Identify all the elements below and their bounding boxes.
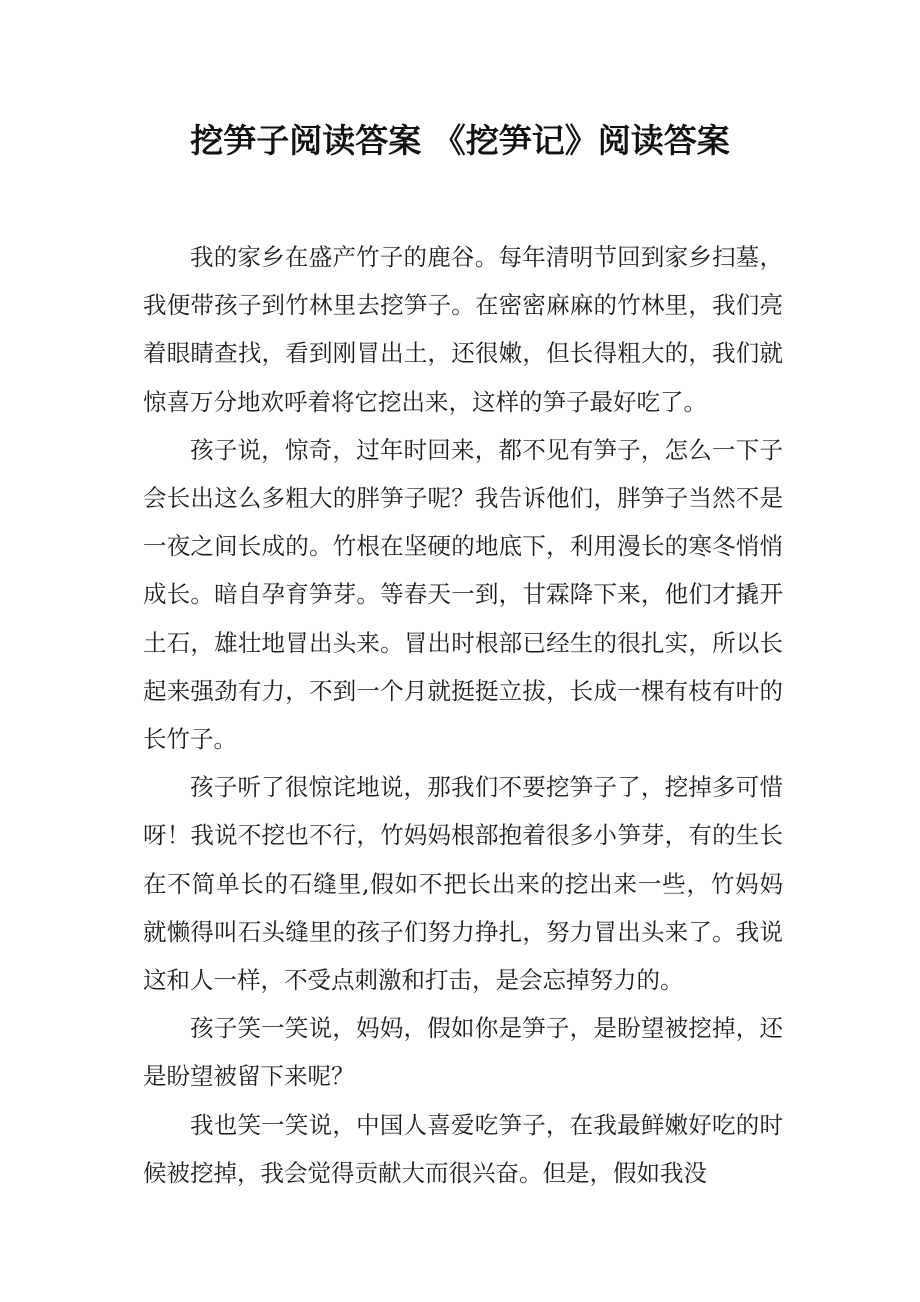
document-title: 挖笋子阅读答案 《挖笋记》阅读答案	[190, 121, 730, 160]
paragraph: 我的家乡在盛产竹子的鹿谷。每年清明节回到家乡扫墓，我便带孩子到竹林里去挖笋子。在密密麻麻的竹林里，我们亮着眼睛查找，看到刚冒出土，还很嫩，但长得粗大的，我们就惊喜万分地欢呼着将它挖出来，这样的笋子最好吃了。	[143, 243, 783, 416]
paragraph: 孩子听了很惊诧地说，那我们不要挖笋子了，挖掉多可惜呀！我说不挖也不行，竹妈妈根部抱着很多小笋芽，有的生长在不简单长的石缝里,假如不把长出来的挖出来一些，竹妈妈就懒得叫石头缝里的孩子们努力挣扎，努力冒出头来了。我说这和人一样，不受点刺激和打击，是会忘掉努力的。	[143, 773, 783, 995]
document-body	[143, 233, 783, 1197]
paragraph: 孩子说，惊奇，过年时回来，都不见有笋子，怎么一下子会长出这么多粗大的胖笋子呢？我告诉他们，胖笋子当然不是一夜之间长成的。竹根在坚硬的地底下，利用漫长的寒冬悄悄成长。暗自孕育笋芽。等春天一到，甘霖降下来，他们才撬开土石，雄壮地冒出头来。冒出时根部已经生的很扎实，所以长起来强劲有力，不到一个月就挺挺立拔，长成一棵有枝有叶的长竹子。	[143, 435, 783, 754]
paragraph: 孩子笑一笑说，妈妈，假如你是笋子，是盼望被挖掉，还是盼望被留下来呢？	[143, 1014, 783, 1091]
paragraph: 我也笑一笑说，中国人喜爱吃笋子，在我最鲜嫩好吃的时候被挖掉，我会觉得贡献大而很兴奋。但是，假如我没	[143, 1110, 783, 1187]
